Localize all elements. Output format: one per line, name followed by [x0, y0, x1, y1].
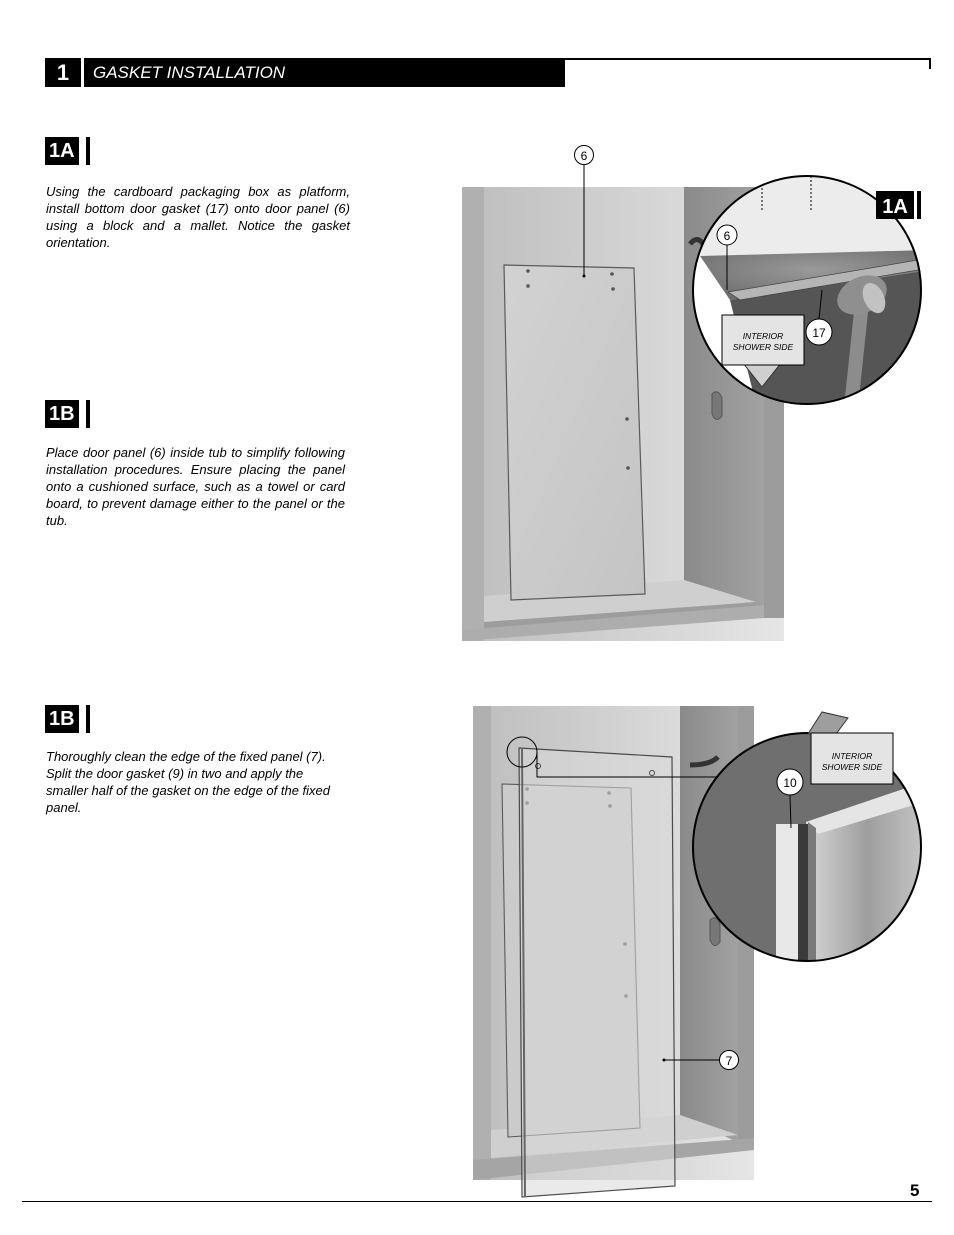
- side-label-line: INTERIOR: [742, 331, 784, 341]
- section-title: GASKET INSTALLATION: [84, 58, 565, 87]
- door-panel-shape: [504, 265, 645, 600]
- detail-number: 10: [783, 776, 797, 790]
- step-badge-bar: [86, 400, 90, 428]
- detail-number: 6: [723, 229, 731, 243]
- figure-fixed-panel-gasket: [460, 700, 940, 1200]
- figure-panel-in-tub: [440, 140, 940, 660]
- callout-number: 6: [580, 149, 588, 163]
- step-1b-text: Place door panel (6) inside tub to simplify following installation procedures. Ensure placing the panel onto a cushioned surface, such as a towel or card board, to prevent damage either to the panel or the tub.: [46, 445, 345, 528]
- detail-badge-label: 1A: [882, 196, 908, 218]
- step-badge-bar: [86, 137, 90, 165]
- text-line: smaller half of the gasket on the edge of the fixed: [46, 783, 331, 798]
- header-rule-end: [929, 58, 931, 69]
- side-label-line: INTERIOR: [831, 751, 873, 761]
- callout-number: 7: [725, 1054, 733, 1068]
- detail-badge-bar: [917, 191, 921, 219]
- header-rule: [565, 58, 931, 60]
- step-1a-text: Using the cardboard packaging box as platform, install bottom door gasket (17) onto door panel (6) using a block and a mallet. Notice the gasket orientation.: [46, 184, 350, 250]
- step-badge-1b-second: 1B: [45, 705, 79, 733]
- step-badge-bar: [86, 705, 90, 733]
- step-badge-1a: 1A: [45, 137, 79, 165]
- direction-arrow: [808, 712, 848, 734]
- footer-rule: [22, 1201, 932, 1202]
- side-label-line: SHOWER SIDE: [732, 342, 794, 352]
- step-badge-1b: 1B: [45, 400, 79, 428]
- fixed-panel-shape: [519, 748, 675, 1197]
- page-number: 5: [910, 1181, 920, 1200]
- text-line: Thoroughly clean the edge of the fixed panel (7).: [46, 749, 326, 764]
- text-line: panel.: [46, 800, 82, 815]
- detail-number: 17: [812, 326, 826, 340]
- section-number: 1: [45, 58, 81, 87]
- side-label-line: SHOWER SIDE: [821, 762, 883, 772]
- text-line: Split the door gasket (9) in two and apply the: [46, 766, 304, 781]
- step-1b-second-text: [46, 748, 346, 816]
